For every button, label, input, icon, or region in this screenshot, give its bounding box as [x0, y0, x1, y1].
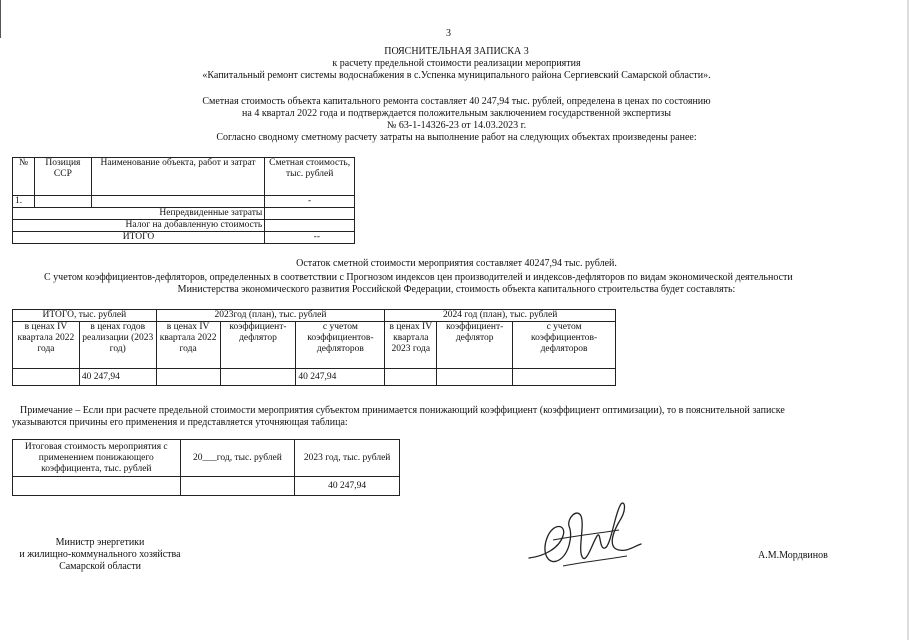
handwritten-signature: [523, 496, 643, 580]
signer-position-2: и жилищно-коммунального хозяйства: [19, 549, 181, 560]
col-number-header: №: [13, 158, 35, 196]
total-row: [13, 232, 355, 244]
vat-label: Налог на добавленную стоимость: [13, 220, 265, 232]
values-row: [13, 369, 616, 386]
value-cell: [385, 369, 437, 386]
intro-line-3: № 63-1-14326-23 от 14.03.2023 г.: [386, 120, 527, 131]
optimization-table: [12, 439, 400, 496]
value-cell: 40 247,94: [296, 369, 385, 386]
col-cost-header: Сметная стоимость, тыс. рублей: [265, 158, 355, 196]
col-header: коэффициент-дефлятор: [220, 322, 296, 369]
table-row: [13, 196, 355, 208]
project-name: «Капитальный ремонт системы водоснабжения в с.Успенка муниципального района Сергиевский Самарской области».: [202, 70, 711, 81]
note-line-1: Примечание – Если при расчете предельной стоимости мероприятия субъектом принимается понижающий коэффициент (коэффициент оптимизации), то в пояснительной записке: [20, 405, 785, 416]
deflator-cost-table: [12, 309, 616, 386]
group-header-row: [13, 310, 616, 322]
optimization-header-row: [13, 440, 400, 477]
value-cell: [513, 369, 616, 386]
prior-costs-table: [12, 157, 355, 244]
value-cell: [220, 369, 296, 386]
vat-value: [265, 220, 355, 232]
document-subtitle: к расчету предельной стоимости реализации мероприятия: [332, 58, 581, 69]
cell-position: [34, 196, 91, 208]
unforeseen-row: [13, 208, 355, 220]
remainder-text: Остаток сметной стоимости мероприятия составляет 40247,94 тыс. рублей.: [296, 258, 617, 269]
optimization-values-row: [13, 477, 400, 496]
column-header-row: [13, 322, 616, 369]
col-name-header: Наименование объекта, работ и затрат: [91, 158, 264, 196]
col-header: в ценах IV квартала 2023 года: [385, 322, 437, 369]
deflator-text-2: Министерства экономического развития Российской Федерации, стоимость объекта капитального строительства будет составлять:: [177, 284, 736, 295]
vat-row: [13, 220, 355, 232]
cell-name: [91, 196, 264, 208]
unforeseen-label: Непредвиденные затраты: [13, 208, 265, 220]
cell-cost: -: [265, 196, 355, 208]
year-blank-value: [180, 477, 295, 496]
note-line-2: указываются причины его применения и представляется уточняющая таблица:: [12, 417, 348, 428]
col-header: в ценах IV квартала 2022 года: [13, 322, 80, 369]
col-header: в ценах IV квартала 2022 года: [156, 322, 220, 369]
group-2024-header: 2024 год (план), тыс. рублей: [385, 310, 616, 322]
document-title: ПОЯСНИТЕЛЬНАЯ ЗАПИСКА 3: [384, 46, 529, 57]
col-header: коэффициент-дефлятор: [437, 322, 513, 369]
page-number: 3: [446, 28, 451, 39]
col-position-header: Позиция ССР: [34, 158, 91, 196]
unforeseen-value: [265, 208, 355, 220]
signer-position-1: Министр энергетики: [55, 537, 145, 548]
total-with-coefficient-header: Итоговая стоимость мероприятия с применением понижающего коэффициента, тыс. рублей: [13, 440, 181, 477]
col-header: в ценах годов реализации (2023 год): [79, 322, 156, 369]
table-header-row: [13, 158, 355, 196]
value-cell: [156, 369, 220, 386]
total-label: ИТОГО: [13, 232, 265, 244]
cell-number: 1.: [13, 196, 35, 208]
col-header: с учетом коэффициентов-дефляторов: [296, 322, 385, 369]
group-total-header: ИТОГО, тыс. рублей: [13, 310, 157, 322]
value-cell: 40 247,94: [79, 369, 156, 386]
deflator-text-1: С учетом коэффициентов-дефляторов, определенных в соответствии с Прогнозом индексов цен производителей и индексов-дефляторов по видам экономической деятельности: [44, 272, 793, 283]
signer-position-3: Самарской области: [59, 561, 141, 572]
total-with-coefficient-value: [13, 477, 181, 496]
value-cell: [13, 369, 80, 386]
intro-line-1: Сметная стоимость объекта капитального ремонта составляет 40 247,94 тыс. рублей, определена в ценах по состоянию: [202, 96, 711, 107]
intro-line-4: Согласно сводному сметному расчету затраты на выполнение работ на следующих объектах произведены ранее:: [216, 132, 697, 143]
value-cell: [437, 369, 513, 386]
year-2023-header: 2023 год, тыс. рублей: [295, 440, 400, 477]
group-2023-header: 2023год (план), тыс. рублей: [156, 310, 385, 322]
year-blank-header: 20___год, тыс. рублей: [180, 440, 295, 477]
col-header: с учетом коэффициентов-дефляторов: [513, 322, 616, 369]
year-2023-value: 40 247,94: [295, 477, 400, 496]
intro-line-2: на 4 квартал 2022 года и подтверждается положительным заключением государственной экспертизы: [242, 108, 671, 119]
signer-name: А.М.Мордвинов: [758, 550, 828, 561]
total-value: --: [265, 232, 355, 244]
scan-edge-left: [0, 0, 1, 38]
